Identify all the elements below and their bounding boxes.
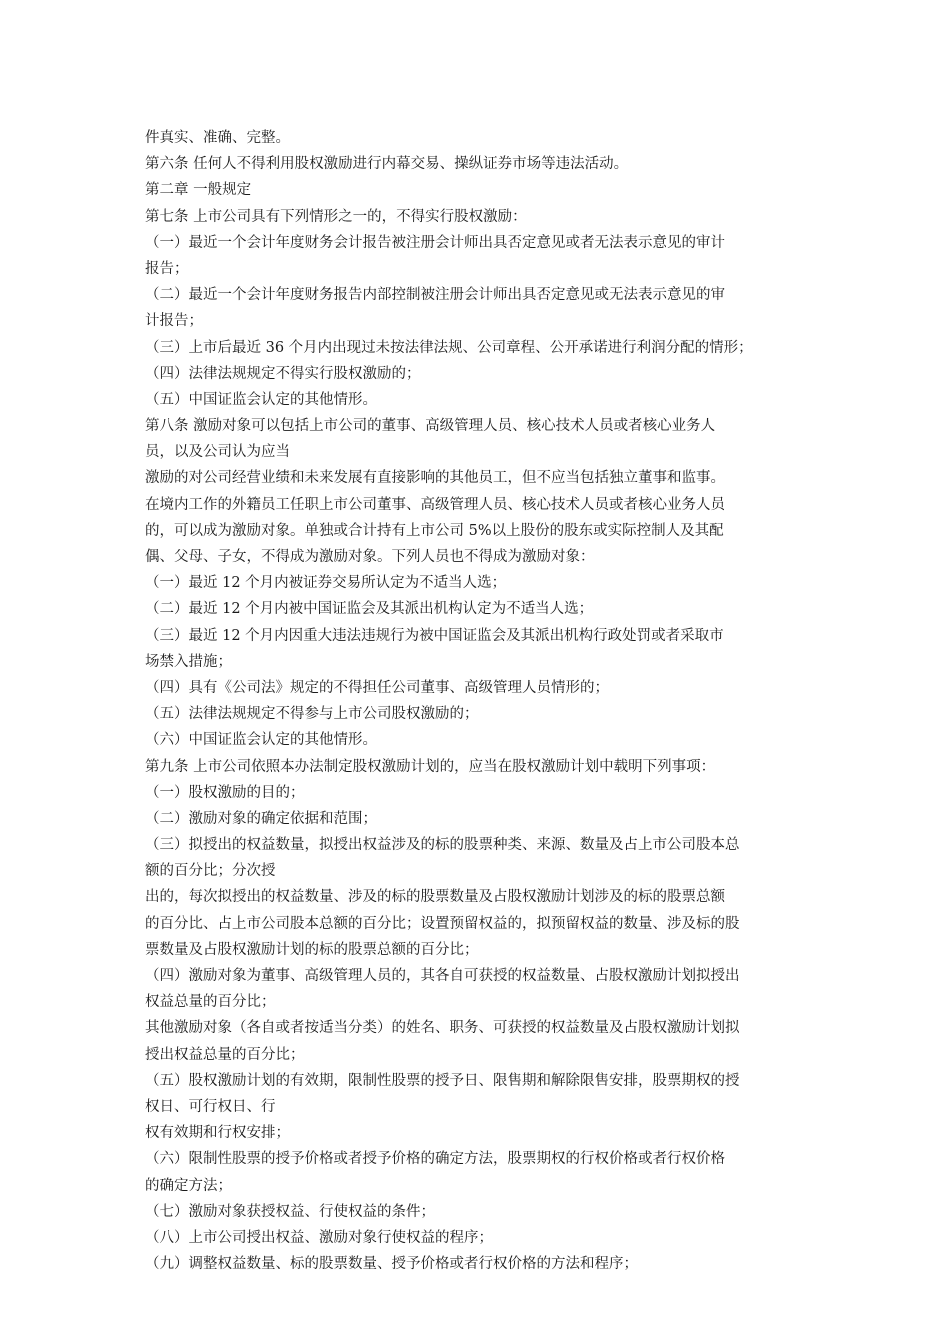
document-body: [145, 125, 815, 1277]
text-line: 的，可以成为激励对象。单独或合计持有上市公司 5%以上股份的股东或实际控制人及其配: [145, 522, 724, 539]
text-line: 额的百分比；分次授: [145, 863, 276, 880]
text-line: （三）最近 12 个月内因重大违法违规行为被中国证监会及其派出机构行政处罚或者采取市: [145, 627, 724, 644]
text-line: （三）拟授出的权益数量，拟授出权益涉及的标的股票种类、来源、数量及占上市公司股本总: [145, 837, 740, 854]
text-line: 的百分比、占上市公司股本总额的百分比；设置预留权益的，拟预留权益的数量、涉及标的股: [145, 915, 740, 932]
text-line: 权益总量的百分比；: [145, 994, 276, 1011]
text-line: 员，以及公司认为应当: [145, 444, 290, 461]
text-line: 的确定方法；: [145, 1177, 232, 1194]
text-line: 场禁入措施；: [145, 653, 232, 670]
text-line: 出的，每次拟授出的权益数量、涉及的标的股票数量及占股权激励计划涉及的标的股票总额: [145, 889, 725, 906]
article-9: 第九条 上市公司依照本办法制定股权激励计划的，应当在股权激励计划中载明下列事项：: [145, 758, 716, 775]
text-line: （五）法律法规规定不得参与上市公司股权激励的；: [145, 706, 479, 723]
text-line: （四）法律法规规定不得实行股权激励的；: [145, 365, 421, 382]
article-7: 第七条 上市公司具有下列情形之一的，不得实行股权激励：: [145, 208, 527, 225]
text-line: （五）中国证监会认定的其他情形。: [145, 391, 377, 408]
text-line: 报告；: [145, 260, 189, 277]
text-line: （六）限制性股票的授予价格或者授予价格的确定方法，股票期权的行权价格或者行权价格: [145, 1151, 725, 1168]
text-line: （一）最近一个会计年度财务会计报告被注册会计师出具否定意见或者无法表示意见的审计: [145, 234, 725, 251]
text-line: （九）调整权益数量、标的股票数量、授予价格或者行权价格的方法和程序；: [145, 1256, 638, 1273]
text-line: （二）最近一个会计年度财务报告内部控制被注册会计师出具否定意见或无法表示意见的审: [145, 287, 725, 304]
text-line: （四）具有《公司法》规定的不得担任公司董事、高级管理人员情形的；: [145, 679, 609, 696]
text-line: 在境内工作的外籍员工任职上市公司董事、高级管理人员、核心技术人员或者核心业务人员: [145, 496, 725, 513]
text-line: （二）激励对象的确定依据和范围；: [145, 810, 377, 827]
text-line: （一）最近 12 个月内被证券交易所认定为不适当人选；: [145, 575, 507, 592]
text-line: 票数量及占股权激励计划的标的股票总额的百分比；: [145, 941, 479, 958]
text-line: （一）股权激励的目的；: [145, 784, 305, 801]
text-line: （八）上市公司授出权益、激励对象行使权益的程序；: [145, 1229, 493, 1246]
text-line: （六）中国证监会认定的其他情形。: [145, 732, 377, 749]
text-line: 计报告；: [145, 313, 203, 330]
text-line: （七）激励对象获授权益、行使权益的条件；: [145, 1203, 435, 1220]
text-line: 件真实、准确、完整。: [145, 130, 290, 146]
text-line: （四）激励对象为董事、高级管理人员的，其各自可获授的权益数量、占股权激励计划拟授出: [145, 968, 740, 984]
text-line: 其他激励对象（各自或者按适当分类）的姓名、职务、可获授的权益数量及占股权激励计划拟: [145, 1020, 740, 1037]
text-line: （二）最近 12 个月内被中国证监会及其派出机构认定为不适当人选；: [145, 601, 594, 618]
article-6: 第六条 任何人不得利用股权激励进行内幕交易、操纵证券市场等违法活动。: [145, 156, 629, 173]
text-line: 激励的对公司经营业绩和未来发展有直接影响的其他员工，但不应当包括独立董事和监事。: [145, 470, 725, 487]
text-line: 权有效期和行权安排；: [145, 1125, 290, 1142]
text-line: （三）上市后最近 36 个月内出现过未按法律法规、公司章程、公开承诺进行利润分配的情形；: [145, 339, 753, 356]
article-8: 第八条 激励对象可以包括上市公司的董事、高级管理人员、核心技术人员或者核心业务人: [145, 418, 716, 435]
text-line: （五）股权激励计划的有效期，限制性股票的授予日、限售期和解除限售安排，股票期权的授: [145, 1072, 740, 1089]
text-line: 授出权益总量的百分比；: [145, 1046, 305, 1063]
text-line: 偶、父母、子女，不得成为激励对象。下列人员也不得成为激励对象：: [145, 549, 595, 565]
chapter-2-heading: 第二章 一般规定: [145, 182, 252, 199]
text-line: 权日、可行权日、行: [145, 1098, 276, 1115]
